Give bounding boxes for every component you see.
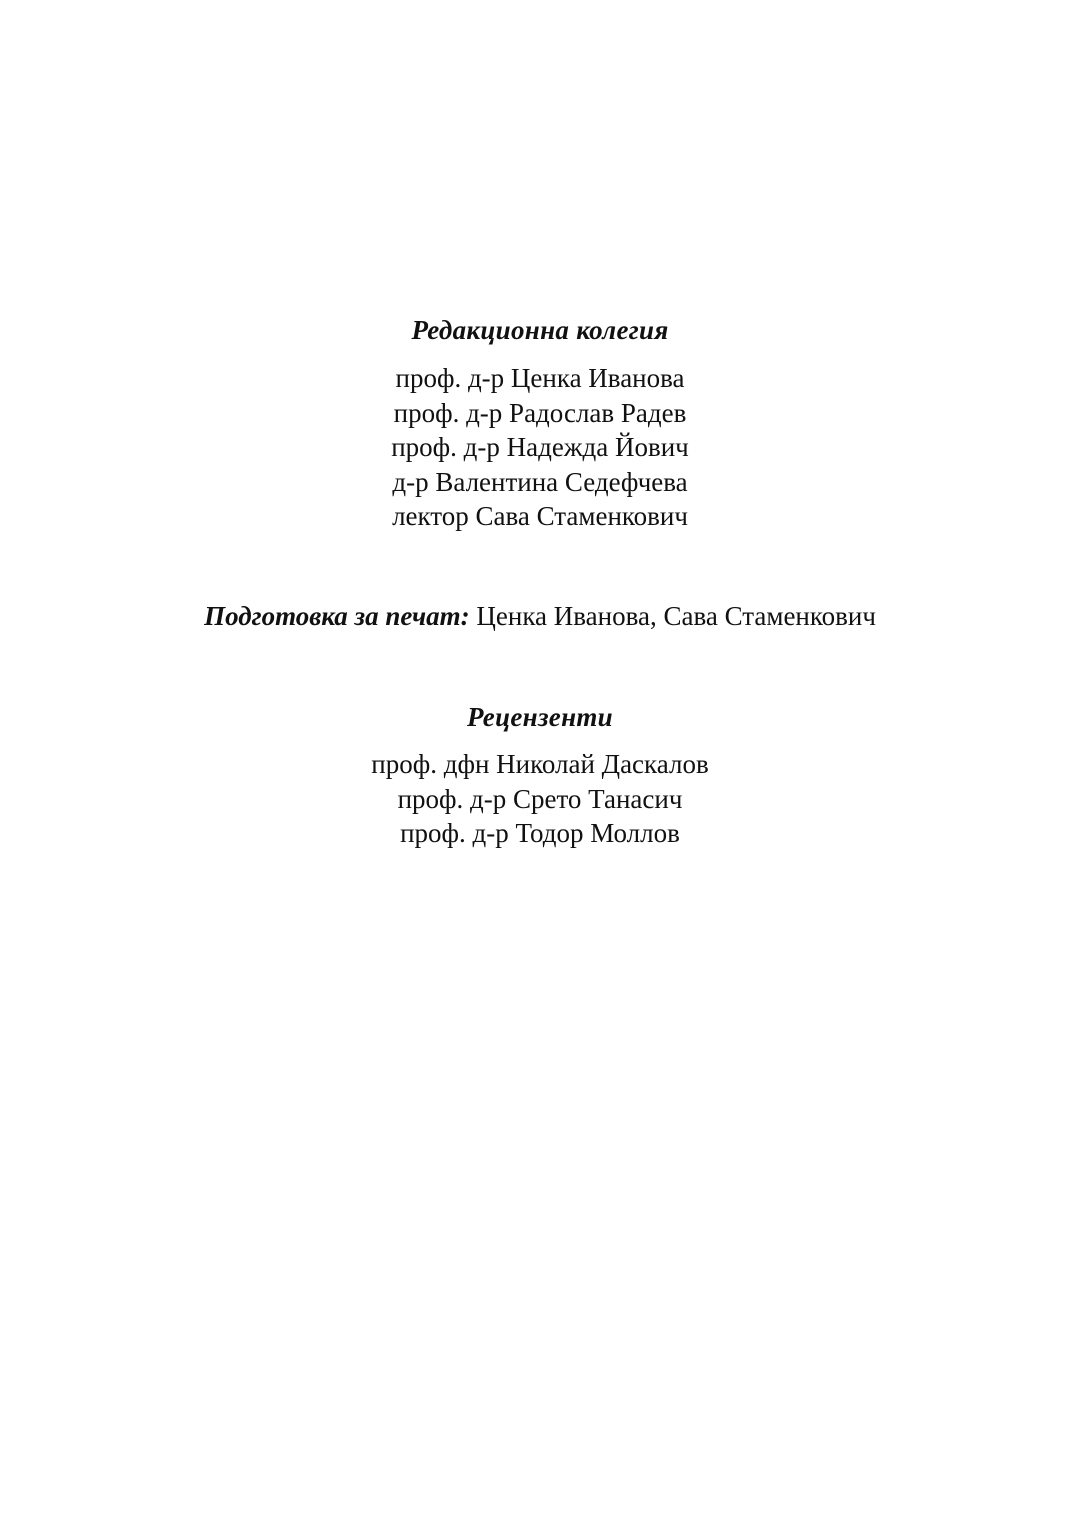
- reviewer-item: проф. д-р Срето Танасич: [397, 783, 683, 814]
- editorial-board-heading: Редакционна колегия: [411, 315, 669, 345]
- editorial-board-member: д-р Валентина Седефчева: [392, 466, 688, 497]
- reviewer-item: проф. д-р Тодор Моллов: [400, 818, 680, 848]
- editorial-board-member: проф. д-р Радослав Радев: [393, 397, 687, 428]
- reviewers-heading: Рецензенти: [466, 702, 613, 732]
- print-preparation-names: Ценка Иванова, Сава Стаменкович: [476, 601, 876, 631]
- editorial-board-section: [0, 313, 1080, 534]
- editorial-board-member: проф. д-р Ценка Иванова: [395, 363, 685, 393]
- reviewer-item: проф. дфн Николай Даскалов: [371, 749, 709, 779]
- editorial-board-list: [0, 361, 1080, 534]
- editorial-board-member: лектор Сава Стаменкович: [392, 501, 688, 531]
- print-preparation-label: Подготовка за печат:: [204, 601, 470, 631]
- print-preparation-line: [0, 599, 1080, 633]
- editorial-board-member: проф. д-р Надежда Йович: [391, 432, 689, 462]
- reviewers-list: [0, 747, 1080, 851]
- reviewers-section: [0, 700, 1080, 851]
